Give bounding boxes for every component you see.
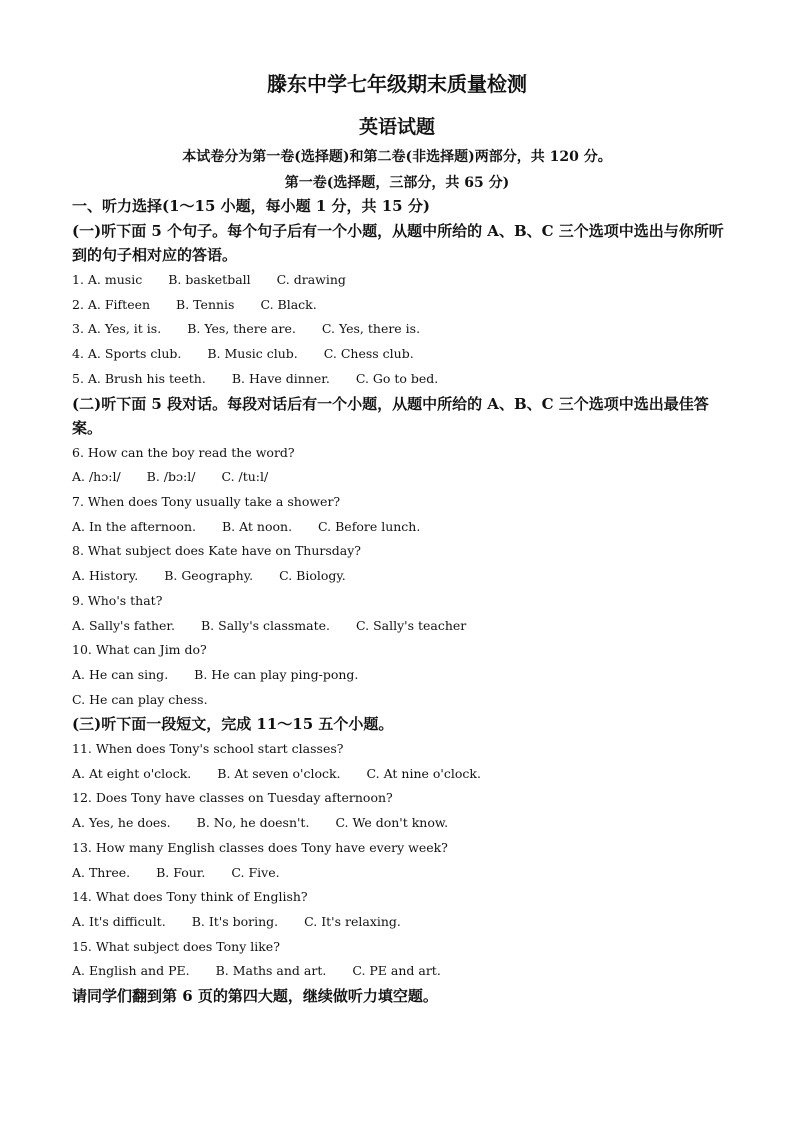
section1-heading: 一、听力选择(1～15 小题，每小题 1 分，共 15 分) (72, 197, 430, 215)
q13-option-a: A. Three. (72, 865, 131, 880)
question-14-options (72, 913, 732, 931)
q4-option-b: B. Music club. (207, 346, 298, 361)
q6-option-a: A. /hɔ:l/ (72, 469, 121, 484)
question-6-options (72, 468, 732, 486)
footer-note: 请同学们翻到第 6 页的第四大题，继续做听力填空题。 (72, 987, 438, 1005)
exam-intro: 本试卷分为第一卷(选择题)和第二卷(非选择题)两部分，共 120 分。 (182, 149, 612, 165)
q12-option-b: B. No, he doesn't. (196, 815, 310, 830)
q12-option-c: C. We don't know. (335, 815, 449, 830)
question-4-options (72, 345, 732, 363)
q9-option-c: C. Sally's teacher (356, 618, 467, 633)
q8-option-c: C. Biology. (279, 568, 346, 583)
q1-option-a: 1. A. music (72, 272, 143, 287)
question-11-options (72, 765, 732, 783)
q15-option-c: C. PE and art. (352, 963, 441, 978)
subject-title: 英语试题 (358, 116, 435, 138)
question-13-stem: 13. How many English classes does Tony have every week? (72, 840, 448, 855)
question-14-stem: 14. What does Tony think of English? (72, 889, 308, 904)
exam-title: 滕东中学七年级期末质量检测 (267, 72, 527, 96)
q13-option-c: C. Five. (231, 865, 280, 880)
q8-option-a: A. History. (72, 568, 139, 583)
question-8-options (72, 567, 732, 585)
q8-option-b: B. Geography. (164, 568, 254, 583)
q2-option-a: 2. A. Fifteen (72, 297, 151, 312)
q11-option-c: C. At nine o'clock. (366, 766, 481, 781)
q4-option-a: 4. A. Sports club. (72, 346, 182, 361)
q3-option-c: C. Yes, there is. (321, 321, 421, 336)
q6-option-b: B. /bɔ:l/ (146, 469, 196, 484)
q2-option-b: B. Tennis (176, 297, 235, 312)
question-10-options-ab (72, 666, 732, 684)
question-11-stem: 11. When does Tony's school start classes? (72, 741, 344, 756)
q6-option-c: C. /tu:l/ (221, 469, 269, 484)
question-8-stem: 8. What subject does Kate have on Thursday? (72, 543, 362, 558)
q9-option-b: B. Sally's classmate. (201, 618, 331, 633)
q11-option-b: B. At seven o'clock. (217, 766, 341, 781)
question-7-stem: 7. When does Tony usually take a shower? (72, 494, 341, 509)
q7-option-b: B. At noon. (221, 519, 293, 534)
question-2-options (72, 296, 732, 314)
section1-sub1-instructions: (一)听下面 5 个句子。每个句子后有一个小题，从题中所给的 A、B、C 三个选项中选出与你所听到的句子相对应的答语。 (72, 222, 724, 264)
question-12-options (72, 814, 732, 832)
q3-option-b: B. Yes, there are. (187, 321, 296, 336)
question-12-stem: 12. Does Tony have classes on Tuesday afternoon? (72, 790, 393, 805)
q5-option-a: 5. A. Brush his teeth. (72, 371, 206, 386)
q9-option-a: A. Sally's father. (72, 618, 175, 633)
question-7-options (72, 518, 732, 536)
q12-option-a: A. Yes, he does. (72, 815, 171, 830)
q15-option-b: B. Maths and art. (215, 963, 327, 978)
part1-title: 第一卷(选择题，三部分，共 65 分) (284, 175, 510, 191)
question-15-options (72, 962, 732, 980)
q1-option-c: C. drawing (276, 272, 346, 287)
question-5-options (72, 370, 732, 388)
q14-option-a: A. It's difficult. (72, 914, 166, 929)
q2-option-c: C. Black. (260, 297, 317, 312)
q13-option-b: B. Four. (156, 865, 206, 880)
q7-option-a: A. In the afternoon. (72, 519, 196, 534)
question-9-stem: 9. Who's that? (72, 593, 163, 608)
q10-option-a: A. He can sing. (72, 667, 169, 682)
q10-option-c: C. He can play chess. (72, 692, 208, 707)
q5-option-b: B. Have dinner. (231, 371, 330, 386)
q14-option-c: C. It's relaxing. (304, 914, 401, 929)
q14-option-b: B. It's boring. (191, 914, 279, 929)
section1-sub2-instructions: (二)听下面 5 段对话。每段对话后有一个小题，从题中所给的 A、B、C 三个选项中选出最佳答案。 (72, 395, 709, 437)
q15-option-a: A. English and PE. (72, 963, 190, 978)
question-6-stem: 6. How can the boy read the word? (72, 445, 295, 460)
question-10-stem: 10. What can Jim do? (72, 642, 207, 657)
q4-option-c: C. Chess club. (323, 346, 414, 361)
question-15-stem: 15. What subject does Tony like? (72, 939, 280, 954)
q7-option-c: C. Before lunch. (318, 519, 421, 534)
q3-option-a: 3. A. Yes, it is. (72, 321, 162, 336)
q10-option-b: B. He can play ping-pong. (194, 667, 359, 682)
section1-sub3-instructions: (三)听下面一段短文，完成 11～15 五个小题。 (72, 715, 394, 733)
q5-option-c: C. Go to bed. (355, 371, 439, 386)
q1-option-b: B. basketball (168, 272, 251, 287)
question-1-options (72, 271, 732, 289)
question-9-options (72, 617, 732, 635)
question-13-options (72, 864, 732, 882)
q11-option-a: A. At eight o'clock. (72, 766, 192, 781)
question-3-options (72, 320, 732, 338)
